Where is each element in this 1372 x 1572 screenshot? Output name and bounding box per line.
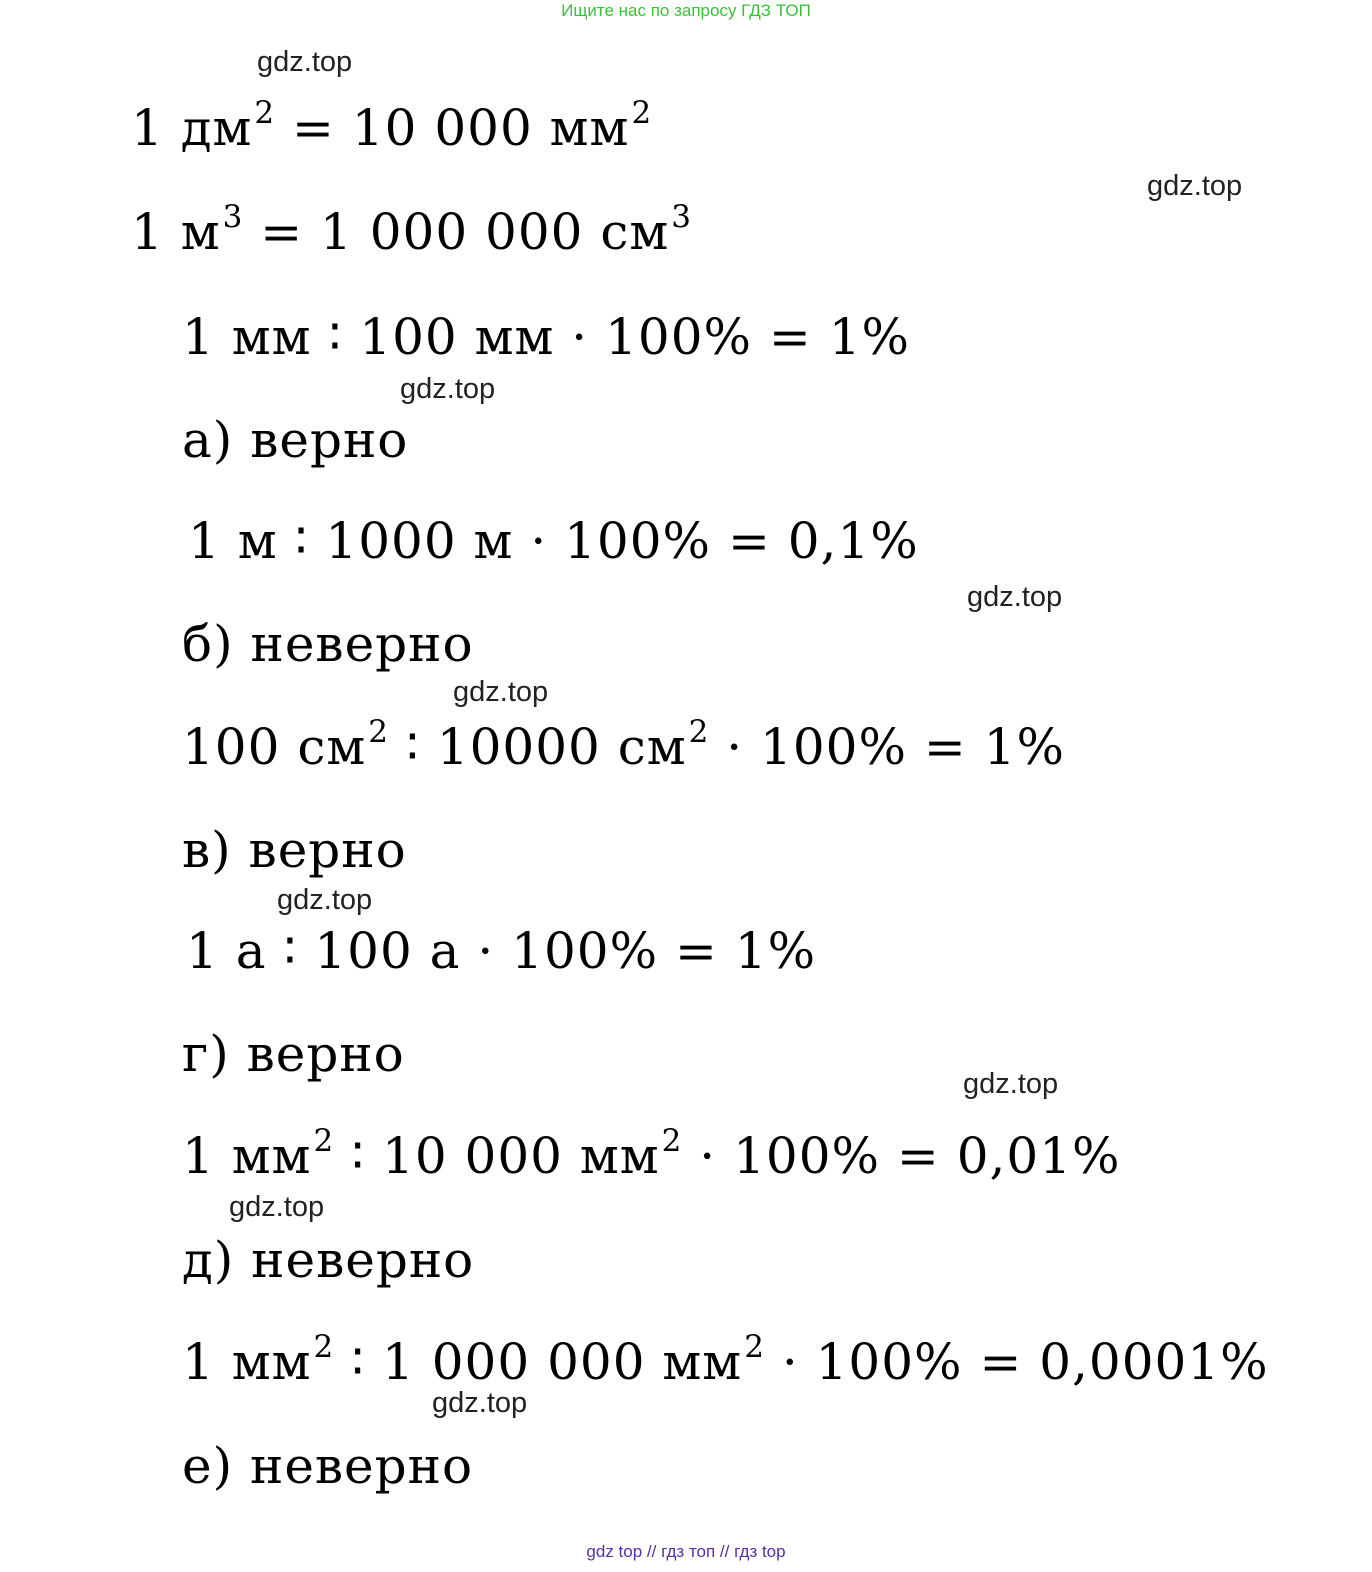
equation-m3-cm3: 1 $м^3 = 1$ 000 000 $см^3$ [131, 199, 693, 261]
watermark: gdz.top [967, 581, 1063, 613]
watermark: gdz.top [1147, 170, 1243, 202]
watermark: gdz.top [400, 373, 496, 405]
equation-b: 1 м ∶ 1000 м · 100% = 0,1% [188, 512, 919, 570]
equation-d: 1 $мм^2$ ∶ 10 000 $мм^2 \cdot 100\% = 0,01\%$ [182, 1123, 1121, 1185]
footer-links[interactable]: gdz top // гдз топ // гдз top [586, 1542, 786, 1561]
answer-g: г) верно [182, 1025, 405, 1083]
equation-v: 100 $см^2$ ∶ 10000 $см^2 \cdot 100\% = 1\%$ [182, 714, 1065, 776]
answer-v: в) верно [182, 821, 407, 879]
equation-dm2-mm2: 1 $дм^2 = 10$ 000 $мм^2$ [131, 95, 653, 157]
watermark: gdz.top [229, 1191, 325, 1223]
watermark: gdz.top [453, 676, 549, 708]
equation-e: 1 $мм^2$ ∶ 1 000 000 $мм^2 \cdot 100\% = 0,0001\%$ [182, 1329, 1269, 1391]
equation-a: 1 мм ∶ 100 мм · 100% = 1% [182, 308, 911, 366]
watermark: gdz.top [963, 1068, 1059, 1100]
answer-a: а) верно [182, 411, 409, 469]
answer-d: д) неверно [182, 1231, 475, 1289]
top-banner: Ищите нас по запросу ГДЗ ТОП [561, 1, 811, 20]
watermark: gdz.top [257, 46, 353, 78]
answer-b: б) неверно [182, 615, 474, 673]
watermark: gdz.top [277, 884, 373, 916]
equation-g: 1 а ∶ 100 а · 100% = 1% [186, 922, 817, 980]
answer-e: е) неверно [182, 1437, 474, 1495]
watermark: gdz.top [432, 1387, 528, 1419]
